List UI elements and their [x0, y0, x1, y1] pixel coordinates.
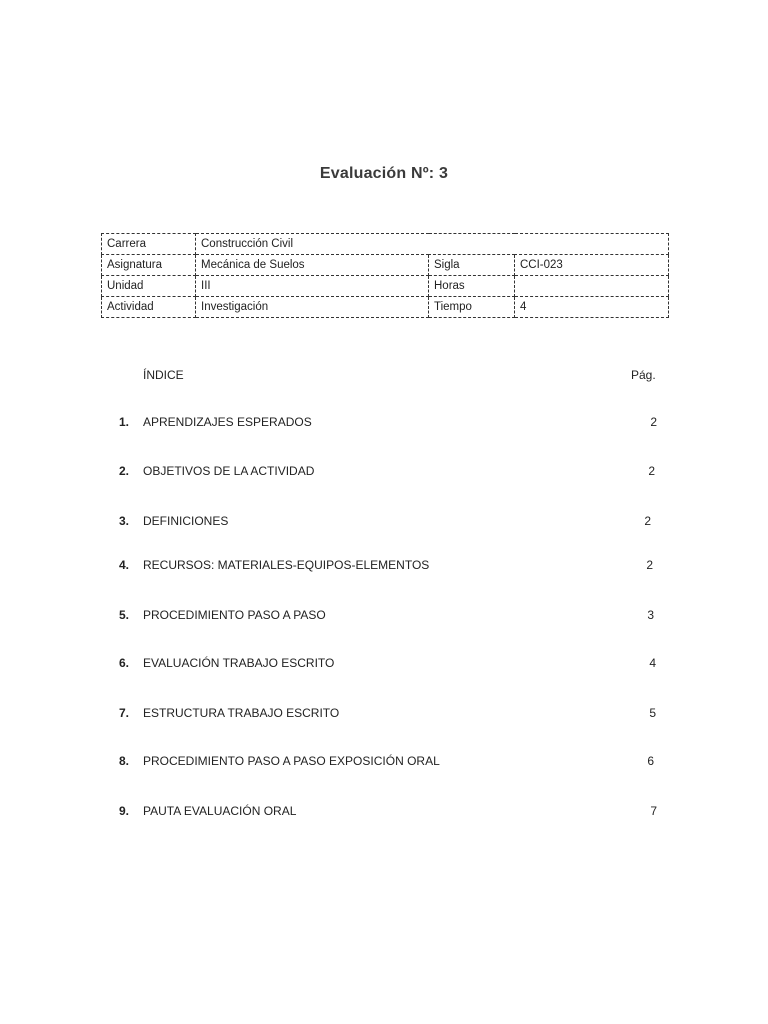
toc-heading: ÍNDICE — [143, 368, 184, 382]
actividad-label: Actividad — [102, 297, 196, 318]
carrera-label: Carrera — [102, 234, 196, 255]
toc-item-number: 3. — [119, 514, 130, 528]
toc-item — [0, 464, 768, 482]
toc-item — [0, 514, 768, 532]
unidad-value: III — [196, 276, 429, 297]
horas-label: Horas — [429, 276, 515, 297]
table-row — [102, 297, 669, 318]
sigla-label: Sigla — [429, 255, 515, 276]
tiempo-value: 4 — [515, 297, 669, 318]
sigla-value: CCI-023 — [515, 255, 669, 276]
toc-item-page: 2 — [648, 464, 655, 478]
toc-item-label: PAUTA EVALUACIÓN ORAL — [143, 804, 297, 818]
toc-item — [0, 415, 768, 433]
toc-item-label: OBJETIVOS DE LA ACTIVIDAD — [143, 464, 315, 478]
toc-item-page: 2 — [650, 415, 657, 429]
table-row — [102, 234, 669, 255]
toc-item-number: 4. — [119, 558, 130, 572]
toc-item — [0, 804, 768, 822]
toc-item-number: 9. — [119, 804, 130, 818]
horas-value — [515, 276, 669, 297]
toc-item-label: APRENDIZAJES ESPERADOS — [143, 415, 312, 429]
toc-item-label: ESTRUCTURA TRABAJO ESCRITO — [143, 706, 340, 720]
carrera-value: Construcción Civil — [196, 234, 669, 255]
toc-page-heading: Pág. — [631, 368, 656, 382]
tiempo-label: Tiempo — [429, 297, 515, 318]
toc-item-number: 2. — [119, 464, 130, 478]
asignatura-value: Mecánica de Suelos — [196, 255, 429, 276]
toc-item-label: PROCEDIMIENTO PASO A PASO EXPOSICIÓN ORAL — [143, 754, 440, 768]
toc-item — [0, 558, 768, 576]
unidad-label: Unidad — [102, 276, 196, 297]
toc-item — [0, 656, 768, 674]
table-row — [102, 255, 669, 276]
toc-item-page: 4 — [649, 656, 656, 670]
toc-item-page: 2 — [644, 514, 651, 528]
toc-item-page: 6 — [647, 754, 654, 768]
document-title: Evaluación Nº: 3 — [319, 165, 449, 182]
toc-item — [0, 608, 768, 626]
toc-item-label: RECURSOS: MATERIALES-EQUIPOS-ELEMENTOS — [143, 558, 430, 572]
toc-item-number: 1. — [119, 415, 130, 429]
toc-item-page: 7 — [650, 804, 657, 818]
toc-item-page: 3 — [647, 608, 654, 622]
toc-item-number: 8. — [119, 754, 130, 768]
toc-item-page: 2 — [646, 558, 653, 572]
toc-item — [0, 706, 768, 724]
toc-item — [0, 754, 768, 772]
toc-item-number: 6. — [119, 656, 130, 670]
actividad-value: Investigación — [196, 297, 429, 318]
toc-item-number: 7. — [119, 706, 130, 720]
toc-item-label: EVALUACIÓN TRABAJO ESCRITO — [143, 656, 335, 670]
course-info-table — [101, 233, 669, 318]
asignatura-label: Asignatura — [102, 255, 196, 276]
table-row — [102, 276, 669, 297]
toc-item-label: PROCEDIMIENTO PASO A PASO — [143, 608, 326, 622]
toc-item-label: DEFINICIONES — [143, 514, 229, 528]
toc-item-page: 5 — [649, 706, 656, 720]
toc-item-number: 5. — [119, 608, 130, 622]
